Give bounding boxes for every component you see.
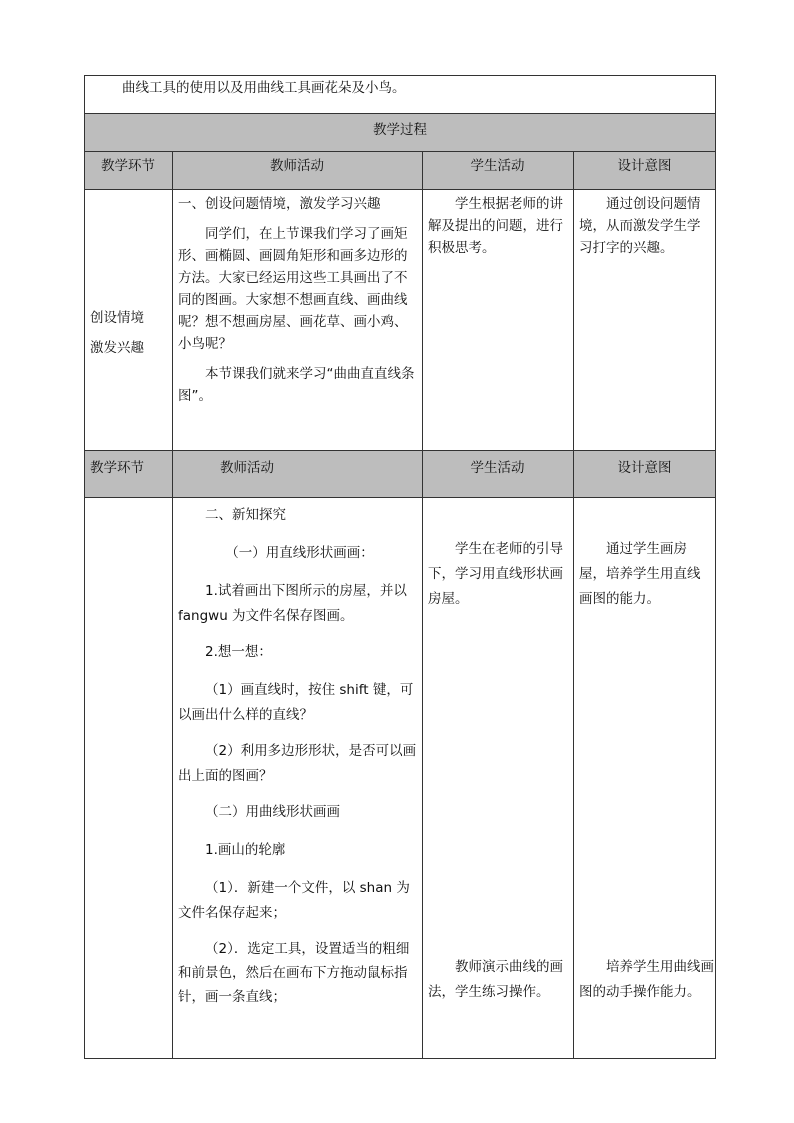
header2-student: 学生活动 <box>470 460 525 476</box>
stage-line-1: 创设情境 <box>90 310 144 326</box>
top-text: 曲线工具的使用以及用曲线工具画花朵及小鸟。 <box>122 80 406 96</box>
header2-teacher: 教师活动 <box>220 460 274 476</box>
border-bottom <box>84 1058 716 1059</box>
teacher2-line-9: （2）．选定工具，设置适当的粗细和前景色，然后在画布下方拖动鼠标指针，画一条直线； <box>178 941 410 1005</box>
hline-3 <box>84 189 716 190</box>
student-cell-2b: 教师演示曲线的画法，学生练习操作。 <box>428 959 563 1000</box>
vline-2 <box>422 151 423 1059</box>
teacher2-line-2: 1.试着画出下图所示的房屋，并以 fangwu 为文件名保存图画。 <box>178 583 407 624</box>
teacher2-line-6: （二）用曲线形状画画 <box>205 804 340 820</box>
border-top <box>84 75 716 76</box>
intent-cell-2b: 培养学生用曲线画图的动手操作能力。 <box>579 959 714 1000</box>
border-right <box>715 75 716 1059</box>
student-cell-1: 学生根据老师的讲解及提出的问题，进行积极思考。 <box>428 196 563 256</box>
header-intent: 设计意图 <box>617 158 672 174</box>
teacher2-line-5: （2）利用多边形形状，是否可以画出上面的图画？ <box>178 743 417 784</box>
teacher-para-1: 同学们，在上节课我们学习了画矩形、画椭圆、画圆角矩形和画多边形的方法。大家已经运用这些工具画出了不同的图画。大家想不想画直线、画曲线呢？想不想画房屋、画花草、画小鸡、小鸟呢？ <box>178 226 408 352</box>
header-stage: 教学环节 <box>101 158 155 174</box>
teacher-cell-2 <box>178 503 418 1022</box>
teacher2-line-1: （一）用直线形状画画： <box>225 545 374 561</box>
stage-cell <box>90 303 170 363</box>
teacher2-line-8: （1）．新建一个文件，以 shan 为文件名保存起来； <box>178 880 410 921</box>
teacher2-line-7: 1.画山的轮廓 <box>205 842 286 858</box>
vline-1 <box>172 151 173 1059</box>
teacher2-line-3: 2.想一想： <box>205 644 272 660</box>
teacher2-line-0: 二、新知探究 <box>205 507 286 523</box>
header2-stage: 教学环节 <box>90 460 144 476</box>
vline-3 <box>573 151 574 1059</box>
header2-intent: 设计意图 <box>617 460 672 476</box>
teacher2-line-4: （1）画直线时，按住 shift 键，可以画出什么样的直线？ <box>178 682 414 723</box>
intent-cell-1: 通过创设问题情境，从而激发学生学习打字的兴趣。 <box>579 196 701 256</box>
student-cell-2a: 学生在老师的引导下，学习用直线形状画房屋。 <box>428 541 563 607</box>
teacher-cell-1 <box>178 193 418 407</box>
hline-2 <box>84 151 716 152</box>
hline-4 <box>84 450 716 451</box>
header-student: 学生活动 <box>470 158 525 174</box>
intent-cell-2a: 通过学生画房屋，培养学生用直线画图的能力。 <box>579 541 701 607</box>
header-teacher: 教师活动 <box>270 158 324 174</box>
document-table <box>84 75 716 1059</box>
border-left <box>84 75 85 1059</box>
hline-5 <box>84 497 716 498</box>
section-title: 教学过程 <box>373 122 427 138</box>
stage-line-2: 激发兴趣 <box>90 340 144 356</box>
teacher-para-2: 本节课我们就来学习“曲曲直直线条图”。 <box>178 366 415 404</box>
hline-1 <box>84 113 716 114</box>
teacher-title-1: 一、创设问题情境，激发学习兴趣 <box>178 196 381 212</box>
